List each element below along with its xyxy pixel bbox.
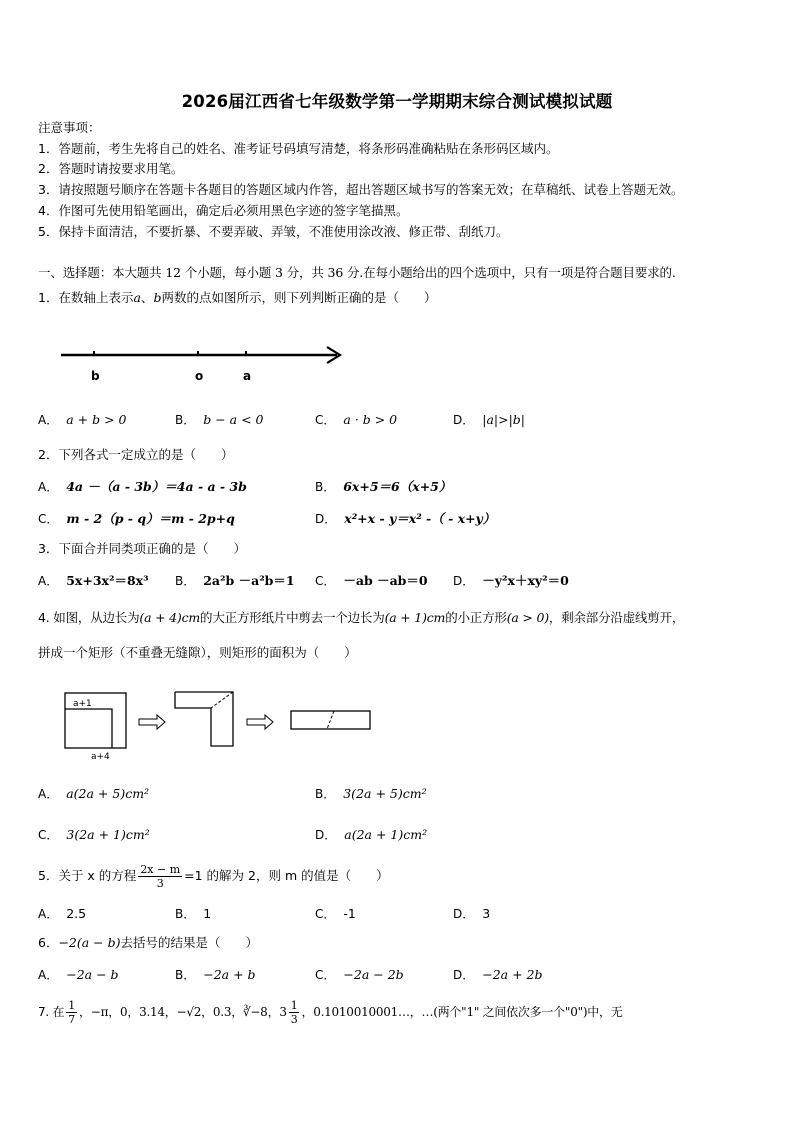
- option-a[interactable]: A． 5x+3x²＝8x³: [38, 573, 149, 588]
- section-heading: 一、选择题：本大题共 12 个小题，每小题 3 分，共 36 分.在每小题给出的四个选项中，只有一项是符合题目要求的.: [38, 265, 676, 280]
- option-b[interactable]: B． −2a + b: [175, 967, 256, 982]
- notice-item: 2．答题时请按要求用笔。: [38, 161, 184, 176]
- option-c[interactable]: C． −2a − 2b: [315, 967, 404, 982]
- arrow-right-icon: [247, 715, 273, 729]
- option-a[interactable]: A． a + b > 0: [38, 412, 127, 427]
- notice-item: 4．作图可先使用铅笔画出，确定后必须用黑色字迹的签字笔描黑。: [38, 203, 409, 218]
- option-c[interactable]: C． a · b > 0: [315, 412, 398, 427]
- option-c[interactable]: C． －ab －ab＝0: [315, 573, 428, 588]
- option-b[interactable]: B． 6x+5＝6（x+5）: [315, 479, 452, 494]
- notice-item: 5．保持卡面清洁，不要折暴、不要弄破、弄皱，不准使用涂改液、修正带、刮纸刀。: [38, 224, 509, 239]
- axis-label-o: o: [195, 369, 204, 383]
- option-b[interactable]: B． 3(2a + 5)cm²: [315, 786, 427, 801]
- question-3-stem: 3．下面合并同类项正确的是（ ）: [38, 541, 246, 556]
- equation-fraction: $\frac{2x - m}{3}$: [140, 863, 181, 890]
- small-square-edge: [65, 709, 112, 748]
- question-1-stem: 1．在数轴上表示a、b两数的点如图所示，则下列判断正确的是（ ）: [38, 290, 437, 305]
- option-d[interactable]: D． 3: [453, 906, 491, 921]
- notice-heading: 注意事项：: [38, 120, 101, 135]
- question-6-stem: 6．−2(a − b)去括号的结果是（ ）: [38, 935, 259, 950]
- option-a[interactable]: A． a(2a + 5)cm²: [38, 786, 150, 801]
- notice-item: 3．请按照题号顺序在答题卡各题目的答题区域内作答，超出答题区域书写的答案无效；在草稿纸、试卷上答题无效。: [38, 182, 684, 197]
- option-a[interactable]: A． 4a －（a - 3b）＝4a - a - 3b: [38, 479, 247, 494]
- question-4-stem-line2: 拼成一个矩形（不重叠无缝隙），则矩形的面积为（ ）: [38, 645, 357, 660]
- option-b[interactable]: B． 2a²b －a²b＝1: [175, 573, 295, 588]
- option-b[interactable]: B． b − a < 0: [175, 412, 264, 427]
- notice-item: 1．答题前，考生先将自己的姓名、准考证号码填写清楚，将条形码准确粘贴在条形码区域内。: [38, 141, 559, 156]
- square-cut-figure: [55, 685, 375, 765]
- page-title: 2026届江西省七年级数学第一学期期末综合测试模拟试题: [181, 92, 613, 111]
- number-line-figure: [55, 340, 355, 385]
- question-5-stem: 5．关于 x 的方程 $\frac{2x - m}{3}$ =1 的解为 2，则 m 的值是（ ）: [38, 863, 389, 890]
- option-c[interactable]: C． m - 2（p - q）＝m - 2p+q: [38, 511, 235, 526]
- label-a-plus-4: a+4: [91, 752, 110, 762]
- dashed-cut-line: [211, 692, 233, 708]
- option-c[interactable]: C． -1: [315, 906, 356, 921]
- question-2-stem: 2．下列各式一定成立的是（ ）: [38, 447, 234, 462]
- question-7-stem: 7. 在 $\frac{1}{7}$ ，−π，0，3.14，−√2，0.3，∛−8，3 $\frac{1}{3}$ ，0.1010010001…，…(两个"1" 之间依次多一个"0")中，无: [38, 999, 623, 1026]
- arrow-right-icon: [139, 715, 165, 729]
- option-a[interactable]: A． −2a − b: [38, 967, 119, 982]
- option-d[interactable]: D． −2a + 2b: [453, 967, 543, 982]
- axis-label-b: b: [91, 369, 100, 383]
- option-a[interactable]: A． 2.5: [38, 906, 87, 921]
- fraction-one-seventh: $\frac{1}{7}$: [68, 999, 76, 1026]
- l-shape: [175, 692, 233, 746]
- option-c[interactable]: C． 3(2a + 1)cm²: [38, 827, 150, 842]
- dashed-cut-line: [327, 711, 334, 729]
- option-d[interactable]: D． x²+x - y＝x² -（ - x+y）: [315, 511, 496, 526]
- option-d[interactable]: D． －y²x＋xy²＝0: [453, 573, 569, 588]
- option-d[interactable]: D． a(2a + 1)cm²: [315, 827, 428, 842]
- option-b[interactable]: B． 1: [175, 906, 212, 921]
- axis-label-a: a: [243, 369, 252, 383]
- rectangle-result: [291, 711, 370, 729]
- label-a-plus-1: a+1: [73, 699, 92, 709]
- option-d[interactable]: D． |a|>|b|: [453, 412, 526, 427]
- fraction-one-third: $\frac{1}{3}$: [290, 999, 298, 1026]
- question-4-stem: 4. 如图，从边长为(a + 4)cm的大正方形纸片中剪去一个边长为(a + 1)cm的小正方形(a > 0)，剩余部分沿虚线剪开，: [38, 610, 685, 625]
